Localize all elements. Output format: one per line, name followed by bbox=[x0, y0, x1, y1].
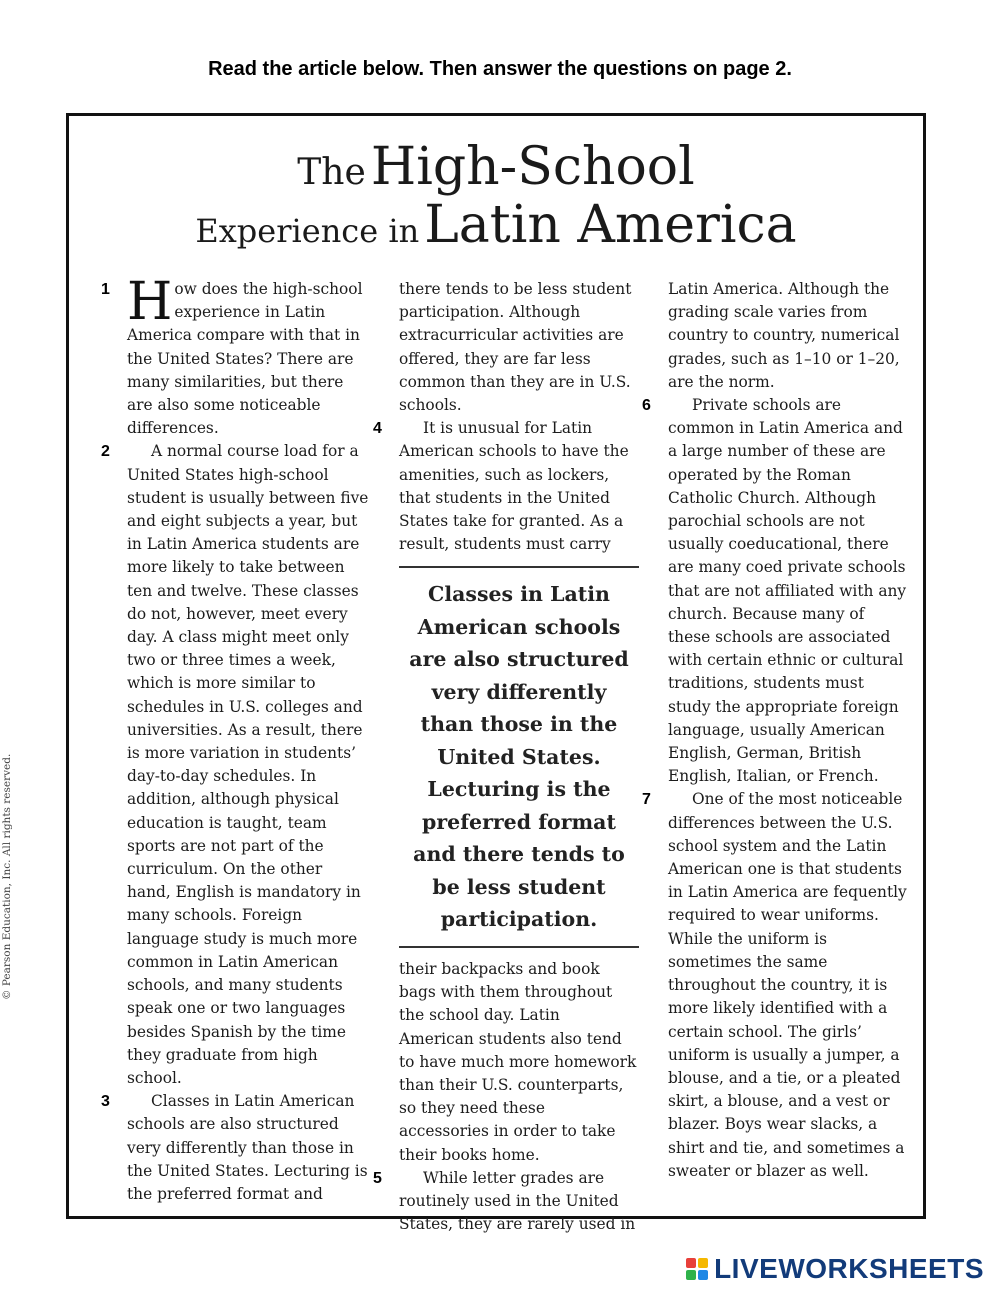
paragraph-number-3: 3 bbox=[101, 1093, 110, 1111]
paragraph-2-text: A normal course load for a United States high-school student is usually between five and eight subjects a year, but in Latin America students are more likely to take between ten and twelve. These classes do not, however, meet every day. A class might meet only two or three times a week, which is more similar to schedules in U.S. colleges and universities. As a result, there is more variation in students’ day-to-day schedules. In addition, although physical education is taught, team sports are not part of the curriculum. On the other hand, English is mandatory in many schools. Foreign language study is much more common in Latin American schools, and many students speak one or two languages besides Spanish by the time they graduate from high school. bbox=[127, 442, 369, 1087]
column-2 bbox=[373, 278, 639, 1236]
paragraph-6 bbox=[642, 394, 908, 788]
drop-cap: H bbox=[127, 272, 173, 332]
paragraph-5 bbox=[373, 1167, 639, 1237]
liveworksheets-logo[interactable] bbox=[686, 1253, 984, 1285]
paragraph-4 bbox=[373, 417, 639, 556]
paragraph-7-text: One of the most noticeable differences between the U.S. school system and the Latin American one is that students in Latin America are fequently required to wear uniforms. While the uniform is sometimes the same throughout the country, it is more likely identified with a certain school. The girls’ uniform is usually a jumper, a blouse, and a tie, or a pleated skirt, a blouse, and a vest or blazer. Boys wear slacks, a shirt and tie, and sometimes a sweater or blazer as well. bbox=[668, 790, 907, 1180]
title-high-school: High-School bbox=[370, 137, 695, 197]
column-3 bbox=[642, 278, 908, 1183]
title-experience-in: Experience in bbox=[195, 212, 420, 250]
pull-quote-bottom-rule bbox=[399, 946, 639, 948]
article-title bbox=[69, 137, 923, 255]
paragraph-3-continued: there tends to be less student participation. Although extracurricular activities are offered, they are far less common than they are in U.S. schools. bbox=[399, 280, 632, 415]
paragraph-number-6: 6 bbox=[642, 397, 651, 415]
paragraph-3 bbox=[101, 1090, 369, 1206]
liveworksheets-logo-icon bbox=[686, 1258, 708, 1280]
title-the: The bbox=[297, 152, 366, 193]
logo-square-green bbox=[686, 1270, 696, 1280]
paragraph-1 bbox=[101, 272, 369, 440]
title-latin-america: Latin America bbox=[424, 195, 797, 255]
paragraph-number-7: 7 bbox=[642, 791, 651, 809]
paragraph-5-text: While letter grades are routinely used in the United States, they are rarely used in bbox=[399, 1168, 636, 1234]
paragraph-3-text: Classes in Latin American schools are also structured very differently than those in the United States. Lecturing is the preferred format and bbox=[127, 1092, 368, 1203]
pull-quote-top-rule bbox=[399, 566, 639, 568]
paragraph-number-2: 2 bbox=[101, 443, 110, 461]
instruction-text: Read the article below. Then answer the questions on page 2. bbox=[208, 58, 792, 80]
paragraph-number-5: 5 bbox=[373, 1169, 382, 1187]
logo-square-yellow bbox=[698, 1258, 708, 1268]
pull-quote: Classes in Latin American schools are also structured very differently than those in the United States. Lecturing is the preferred format and there tends to be less student participation. bbox=[409, 582, 629, 932]
article-frame bbox=[66, 113, 926, 1234]
paragraph-5-continued: Latin America. Although the grading scale varies from country to country, numerical grades, such as 1–10 or 1–20, are the norm. bbox=[668, 280, 900, 391]
column-1 bbox=[101, 272, 369, 1206]
logo-square-blue bbox=[698, 1270, 708, 1280]
logo-square-red bbox=[686, 1258, 696, 1268]
paragraph-4-continued: their backpacks and book bags with them throughout the school day. Latin American students also tend to have much more homework than their U.S. counterparts, so they need these accessories in order to take their books home. bbox=[399, 959, 637, 1164]
paragraph-7 bbox=[642, 788, 908, 1182]
paragraph-6-text: Private schools are common in Latin America and a large number of these are operated by the Roman Catholic Church. Although parochial schools are not usually coeducational, there are many coed private schools that are not affiliated with any church. Because many of these schools are associated with certain ethnic or cultural traditions, students must study the appropriate foreign language, usually American English, German, British English, Italian, or French. bbox=[668, 396, 907, 786]
paragraph-1-text: ow does the high-school experience in Latin America compare with that in the United States? There are many similarities, but there are also some noticeable differences. bbox=[127, 280, 363, 438]
paragraph-number-1: 1 bbox=[101, 281, 110, 298]
paragraph-4-text: It is unusual for Latin American schools to have the amenities, such as lockers, that students in the United States take for granted. As a result, students must carry bbox=[399, 419, 629, 554]
copyright-notice: © Pearson Education, Inc. All rights reserved. bbox=[1, 753, 13, 1000]
paragraph-2 bbox=[101, 440, 369, 1090]
paragraph-number-4: 4 bbox=[373, 420, 382, 438]
logo-text: LIVEWORKSHEETS bbox=[714, 1253, 984, 1284]
